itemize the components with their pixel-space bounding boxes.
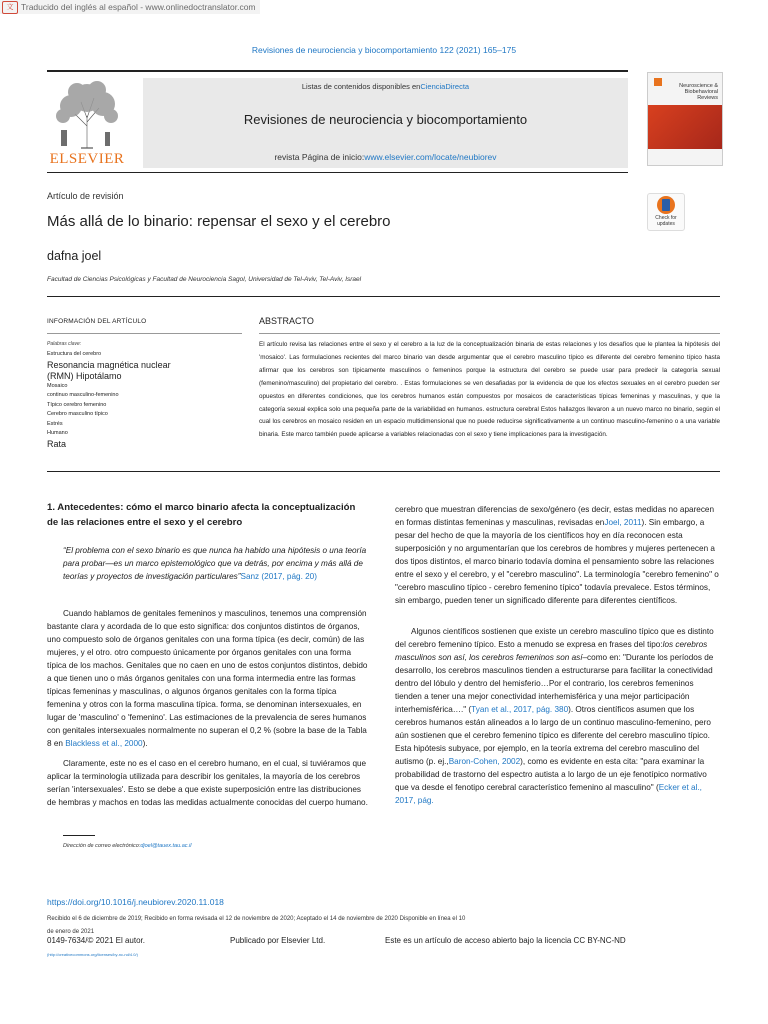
license-note: Este es un artículo de acceso abierto bajo la licencia CC BY-NC-ND bbox=[385, 936, 626, 945]
elsevier-logo bbox=[47, 78, 127, 168]
publisher-note: Publicado por Elsevier Ltd. bbox=[230, 936, 326, 945]
received-dates: Recibido el 6 de diciembre de 2019; Recibido en forma revisada el 12 de noviembre de 2020; Aceptado el 14 de noviembre de 2020 Disponible en línea el 10 de enero de 2021 bbox=[47, 916, 466, 935]
citation-link[interactable]: Sanz (2017, pág. 20) bbox=[240, 572, 317, 581]
keyword: Resonancia magnética nuclear bbox=[47, 359, 171, 370]
author-name[interactable]: dafna joel bbox=[47, 249, 102, 263]
paragraph-text: ). Sin embargo, a pesar del hecho de que la mayoría de los científicos hoy en día reconocen esta superposición y no argumentarían que los cerebros de hombres y mujeres pertenecen a dos tipos distintos, el marco binario todavía domina el pensamiento sobre las relaciones entre el sexo y el cerebro, y el "cerebro masculino". La terminología "cerebro femenino" o "cerebro masculino típico - cerebro femenino típico" todavía prevalece. Estos términos, sin embargo, pueden tener un significado diferente para diferentes científicos. bbox=[395, 518, 719, 605]
keyword: Rata bbox=[47, 438, 67, 449]
abstract-rule bbox=[259, 333, 720, 334]
citation-link[interactable]: Blackless et al., 2000 bbox=[65, 739, 143, 748]
keyword: Mosaico bbox=[47, 382, 68, 389]
keywords-list bbox=[47, 350, 242, 450]
article-info-rule bbox=[47, 333, 242, 334]
homepage-line bbox=[143, 152, 628, 162]
keyword: continuo masculino-femenino bbox=[47, 392, 119, 398]
homepage-link[interactable]: www.elsevier.com/locate/neubiorev bbox=[364, 152, 497, 162]
keyword: Humano bbox=[47, 430, 68, 436]
citation-link[interactable]: Baron-Cohen, 2002 bbox=[448, 757, 521, 766]
cover-title: Neuroscience & Biobehavioral Reviews bbox=[679, 83, 718, 101]
homepage-prefix: revista Página de inicio: bbox=[274, 152, 365, 162]
body-paragraph bbox=[395, 503, 721, 607]
translator-banner[interactable] bbox=[0, 0, 260, 14]
body-paragraph bbox=[395, 625, 721, 807]
paragraph-text: ), como es evidente en esta cita: "para examinar la probabilidad de trastorno del espectro autista a lo largo de un eje fenotípico normativo que va desde el fenotipo cerebral característico femenino al masculino" ( bbox=[395, 757, 707, 792]
citation-link[interactable]: Joel, 2011 bbox=[604, 518, 642, 527]
paragraph-text: –como en: "Durante los períodos de desarrollo, los cerebros masculinos tienden a estructurarse para facilitar la conectividad dentro del lóbulo y dentro del hemisferio…Por el contrario, los cerebros femeninos tienden a tener una mejor conectividad interhemisférica y una mejor participación interhemisférica…." ( bbox=[395, 653, 714, 714]
journal-title: Revisiones de neurociencia y biocomportamiento bbox=[243, 112, 528, 127]
epigraph-quote bbox=[63, 544, 369, 583]
check-for-updates-label: Check for updates bbox=[655, 215, 677, 227]
body-paragraph bbox=[47, 607, 369, 750]
contents-line bbox=[143, 82, 628, 91]
author-affiliation: Facultad de Ciencias Psicológicas y Facultad de Neurociencia Sagol, Universidad de Tel-Aviv, Tel-Aviv, Israel bbox=[47, 276, 362, 283]
section-heading: 1. Antecedentes: cómo el marco binario afecta la conceptualización de las relaciones entre el sexo y el cerebro bbox=[47, 502, 356, 528]
doi-link[interactable]: https://doi.org/10.1016/j.neubiorev.2020.11.018 bbox=[47, 897, 224, 907]
cover-logo-mark bbox=[654, 78, 662, 86]
journal-cover-image[interactable] bbox=[647, 72, 723, 166]
header-top-rule bbox=[47, 70, 628, 72]
citation-link[interactable]: Tyan et al., 2017, pág. 380 bbox=[471, 705, 569, 714]
abstract-text: El artículo revisa las relaciones entre el sexo y el cerebro a la luz de la conceptualización binaria de estas relaciones y los desafíos que le plantea la hipótesis del 'mosaico'. Las formulaciones recientes del marco binario van desde argumentar que el cerebro masculino típico es diferente del cerebro femenino típico hasta afirmar que los cerebros son típicamente masculinos o femeninos porque la estructura del cerebro se puede usar para predecir la categoría sexual (femenino/masculino) del propietario del cerebro. . Estas formulaciones se ven desafiadas por la evidencia de que los efectos sexuales en el cerebro pueden ser opuestos en diferentes condiciones, que los cerebros humanos están compuestos por mosaicos de características típicas femeninas y masculinas, y que la categoría sexual explica solo una pequeña parte de la variabilidad en humanos. estructura cerebral Estos hallazgos llevaron a un nuevo marco no binario, según el cual los cerebros en mosaico residen en un espacio multidimensional que no puede reducirse significativamente a un continuo masculino-femenino o a una variable binaria. Este marco también puede aplicarse a variables relacionadas con el sexo y tiene implicaciones para la investigación. bbox=[259, 341, 720, 439]
license-link[interactable]: (http://creativecommons.org/licenses/by-nc-nd/4.0/) bbox=[47, 952, 138, 957]
tree-icon bbox=[47, 78, 127, 150]
footnote-prefix: Dirección de correo electrónico: bbox=[63, 843, 141, 849]
publisher-wordmark: ELSEVIER bbox=[49, 151, 125, 167]
paragraph-text: Cuando hablamos de genitales femeninos y masculinos, tenemos una comprensión bastante clara y acordada de lo que esto significa: dos conjuntos distintos de órganos, uno compuesto solo de órganos genitales con una forma típica (es decir, común) de las mujeres, y el otro. otro compuesto únicamente por órganos genitales con una forma típica de los machos. Genitales que no caen en uno de estos conjuntos distintos, debido a que tienen uno o más órganos genitales con una forma intermedia entre las formas típicas femeninas y masculinas, o algunos órganos genitales con la forma típica femenina y otros con la forma masculina típica. forma, se denominan intersexuales, en lugar de 'masculino' o 'femenino'. Las estimaciones de la prevalencia de seres humanos con genitales intersexuales normalmente no superan el 0,2 % (sobre la base de la Tabla 8 en bbox=[47, 609, 368, 748]
keyword: Estructura del cerebro bbox=[47, 351, 102, 357]
journal-reference-link[interactable]: Revisiones de neurociencia y biocomportamiento 122 (2021) 165–175 bbox=[251, 45, 517, 55]
body-paragraph: Claramente, este no es el caso en el cerebro humano, en el cual, si tuviéramos que aplicar la terminología utilizada para describir los genitales, la mayoría de los cerebros serían 'intersexuales'. Esto se debe a que existe superposición entre las distribuciones de hembras y machos en todas las medidas actualmente conocidas del cuerpo humano. bbox=[47, 759, 368, 807]
paragraph-text: ). Otros científicos asumen que los cerebros humanos están alineados a lo largo de un continuo masculino-femenino, pero aún sostienen que el cerebro femenino típico es diferente del cerebro masculino típico. Esta hipótesis subyace, por ejemplo, en la teoría extrema del cerebro masculino del autismo (p. ej., bbox=[395, 705, 711, 766]
article-title: Más allá de lo binario: repensar el sexo y el cerebro bbox=[47, 213, 391, 230]
issn-copyright: 0149-7634/© 2021 El autor. bbox=[47, 936, 145, 945]
keyword: (RMN) Hipotálamo bbox=[47, 370, 122, 381]
keyword: Típico cerebro femenino bbox=[47, 401, 107, 408]
paragraph-text: Algunos científicos sostienen que existe un cerebro masculino típico que es distinto del cerebro femenino típico. Esto a menudo se expresa en frases del tipo: bbox=[395, 627, 714, 649]
bookmark-icon bbox=[657, 196, 675, 214]
abstract-bottom-rule bbox=[47, 471, 720, 472]
translator-banner-text: Traducido del inglés al español - www.onlinedoctranslator.com bbox=[21, 2, 256, 12]
keywords-heading: Palabras clave: bbox=[47, 341, 82, 347]
paragraph-italic-text: los cerebros masculinos son así, los cerebros femeninos son así bbox=[395, 640, 708, 662]
article-info-heading: INFORMACIÓN DEL ARTÍCULO bbox=[47, 318, 147, 325]
paragraph-text: ). bbox=[142, 739, 148, 748]
sciencedirect-link[interactable]: CienciaDirecta bbox=[420, 82, 470, 91]
email-link[interactable]: djoel@tauex.tau.ac.il bbox=[140, 843, 192, 849]
footnote bbox=[63, 843, 192, 849]
contents-prefix: Listas de contenidos disponibles en bbox=[301, 82, 421, 91]
abstract-heading: ABSTRACTO bbox=[259, 316, 314, 326]
paragraph-text: cerebro que muestran diferencias de sexo/género (es decir, estas medidas no aparecen en formas distintas femeninas y masculinas, revisadas en bbox=[395, 505, 715, 527]
quote-text: “El problema con el sexo binario es que nunca ha habido una hipótesis o una teoría para probar—es un marco epistemológico que va detrás, por encima y más allá de teorías y proyectos de investigación particulares” bbox=[63, 546, 367, 581]
translate-icon: 文 bbox=[2, 1, 18, 14]
keyword: Estrés bbox=[47, 420, 63, 427]
citation-link[interactable]: Ecker et al., 2017, pág. bbox=[395, 783, 702, 805]
check-for-updates-button[interactable] bbox=[647, 193, 685, 231]
article-type: Artículo de revisión bbox=[47, 191, 124, 201]
header-bottom-rule bbox=[47, 172, 628, 173]
cover-artwork bbox=[648, 105, 722, 149]
keyword: Cerebro masculino típico bbox=[47, 411, 108, 417]
title-divider bbox=[47, 296, 720, 297]
footnote-rule bbox=[63, 835, 95, 836]
